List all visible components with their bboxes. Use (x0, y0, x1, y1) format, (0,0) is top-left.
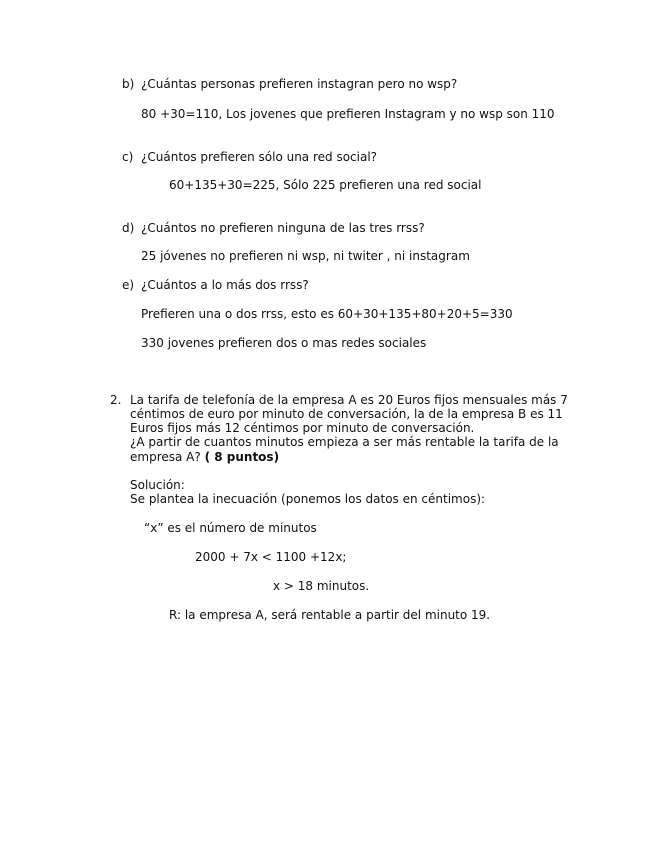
problem-2-line-4: ¿A partir de cuantos minutos empieza a ser más rentable la tarifa de la (130, 435, 559, 449)
answer-b: 80 +30=110, Los jovenes que prefieren Instagram y no wsp son 110 (141, 107, 555, 121)
problem-2-number: 2. (110, 393, 122, 407)
question-b-text: ¿Cuántas personas prefieren instagran pero no wsp? (141, 77, 458, 91)
problem-2-line-5 (130, 450, 279, 464)
problem-2-points: ( 8 puntos) (204, 450, 280, 464)
variable-definition: “x” es el número de minutos (144, 521, 317, 535)
inequation-result: x > 18 minutos. (273, 579, 370, 593)
conclusion: R: la empresa A, será rentable a partir del minuto 19. (169, 608, 491, 622)
question-d (122, 221, 425, 235)
inequation: 2000 + 7x < 1100 +12x; (195, 550, 347, 564)
question-e-marker: e) (122, 278, 135, 292)
problem-2-line-3: Euros fijos más 12 céntimos por minuto de conversación. (130, 421, 475, 435)
answer-e-line-2: 330 jovenes prefieren dos o mas redes sociales (141, 336, 427, 350)
problem-2-line-1: La tarifa de telefonía de la empresa A es 20 Euros fijos mensuales más 7 (130, 393, 568, 407)
question-b (122, 77, 457, 91)
answer-e-line-1: Prefieren una o dos rrss, esto es 60+30+135+80+20+5=330 (141, 307, 513, 321)
problem-2-line-2: céntimos de euro por minuto de conversación, la de la empresa B es 11 (130, 407, 563, 421)
question-c-marker: c) (122, 150, 134, 164)
answer-c: 60+135+30=225, Sólo 225 prefieren una red social (169, 178, 482, 192)
question-c (122, 150, 377, 164)
question-d-marker: d) (122, 221, 135, 235)
answer-d: 25 jóvenes no prefieren ni wsp, ni twiter , ni instagram (141, 249, 470, 263)
problem-2-line-5-text: empresa A? (130, 450, 201, 464)
solution-intro: Se plantea la inecuación (ponemos los datos en céntimos): (130, 492, 486, 506)
solution-label: Solución: (130, 478, 185, 492)
question-e-text: ¿Cuántos a lo más dos rrss? (141, 278, 309, 292)
question-c-text: ¿Cuántos prefieren sólo una red social? (141, 150, 378, 164)
question-d-text: ¿Cuántos no prefieren ninguna de las tres rrss? (141, 221, 425, 235)
question-b-marker: b) (122, 77, 135, 91)
question-e (122, 278, 309, 292)
